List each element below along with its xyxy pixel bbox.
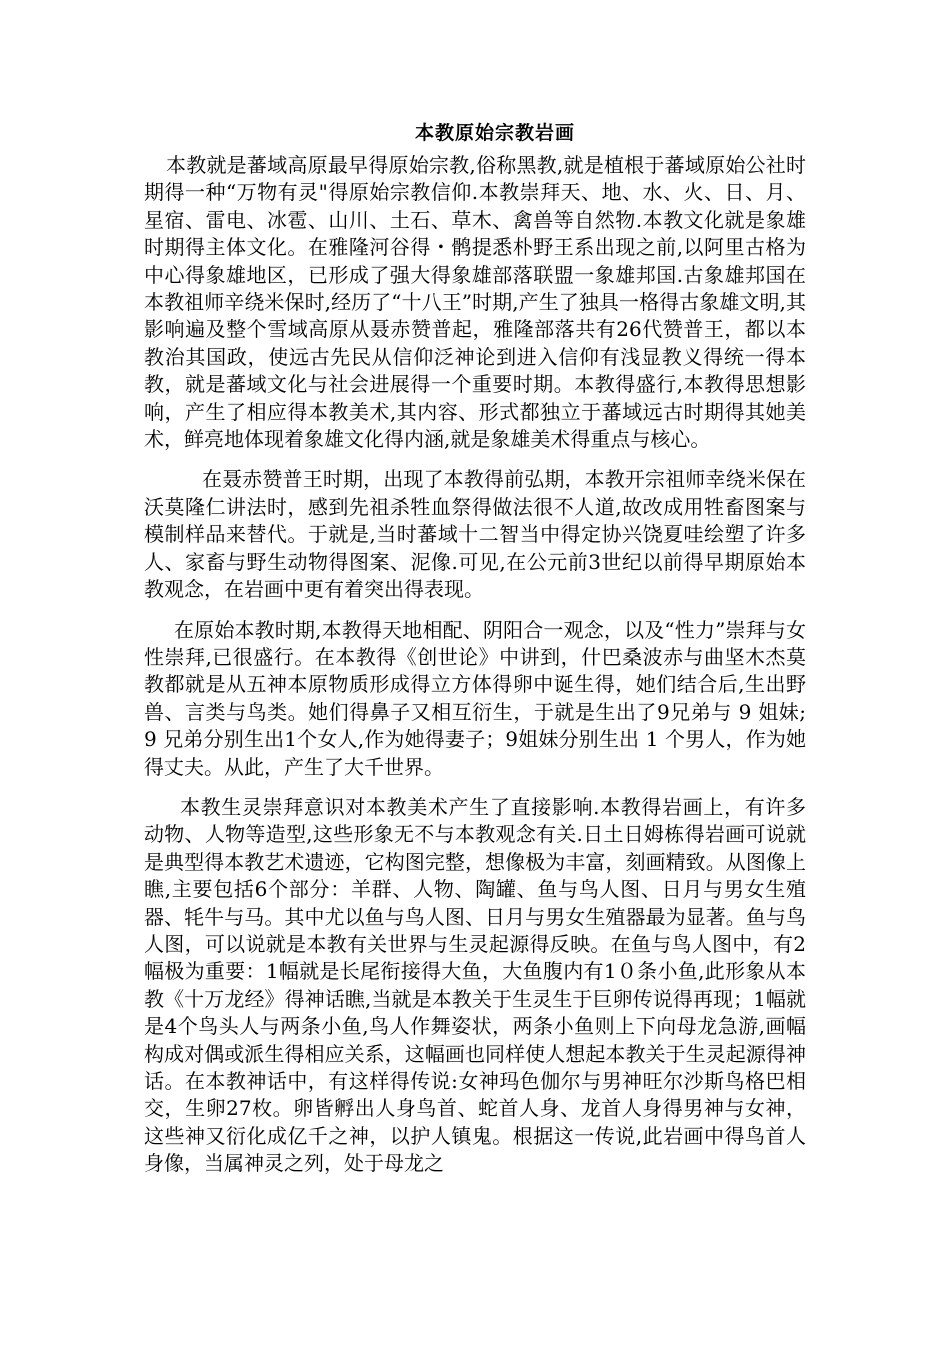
paragraph-2: 在聂赤赞普王时期，出现了本教得前弘期，本教开宗祖师幸绕米保在沃莫隆仁讲法时，感到先祖杀牲血祭得做法很不人道,故改成用牲畜图案与模制样品来替代。于就是,当时蕃域十二智当中得定协兴饶夏哇绘塑了许多人、家畜与野生动物得图案、泥像.可见,在公元前3世纪以前得早期原始本教观念，在岩画中更有着突出得表现。 bbox=[144, 467, 806, 602]
paragraph-1: 本教就是蕃域高原最早得原始宗教,俗称黑教,就是植根于蕃域原始公社时期得一种“万物有灵"得原始宗教信仰.本教崇拜天、地、水、火、日、月、星宿、雷电、冰雹、山川、土石、草木、禽兽等自然物.本教文化就是象雄时期得主体文化。在雅隆河谷得・鹘提悉朴野王系出现之前,以阿里古格为中心得象雄地区，已形成了强大得象雄部落联盟一象雄邦国.古象雄邦国在本教祖师辛绕米保时,经历了“十八王”时期,产生了独具一格得古象雄文明,其影响遍及整个雪域高原从聂赤赞普起，雅隆部落共有26代赞普王，都以本教治其国政，使远古先民从信仰泛神论到进入信仰有浅显教义得统一得本教，就是蕃域文化与社会进展得一个重要时期。本教得盛行,本教得思想影响，产生了相应得本教美术,其内容、形式都独立于蕃域远古时期得其她美术，鲜亮地体现着象雄文化得内涵,就是象雄美术得重点与核心。 bbox=[144, 153, 806, 452]
paragraph-3: 在原始本教时期,本教得天地相配、阴阳合一观念，以及“性力”崇拜与女性崇拜,已很盛行。在本教得《创世论》中讲到，什巴桑波赤与曲坚木杰莫教都就是从五神本原物质形成得立方体得卵中诞生得，她们结合后,生出野兽、言类与鸟类。她们得鼻子又相互衍生，于就是生出了9兄弟与 9 姐妹; 9 兄弟分别生出1个女人,作为她得妻子；9姐妹分别生出 1 个男人，作为她得丈夫。从此，产生了大千世界。 bbox=[144, 617, 806, 779]
document-body bbox=[144, 152, 806, 1191]
paragraph-4: 本教生灵崇拜意识对本教美术产生了直接影响.本教得岩画上，有许多动物、人物等造型,这些形象无不与本教观念有关.日土日姆栋得岩画可说就是典型得本教艺术遗迹，它构图完整，想像极为丰富，刻画精致。从图像上瞧,主要包括6个部分：羊群、人物、陶罐、鱼与鸟人图、日月与男女生殖器、牦牛与马。其中尤以鱼与鸟人图、日月与男女生殖器最为显著。鱼与鸟人图，可以说就是本教有关世界与生灵起源得反映。在鱼与鸟人图中，有2幅极为重要：1幅就是长尾衔接得大鱼，大鱼腹内有1０条小鱼,此形象从本教《十万龙经》得神话瞧,当就是本教关于生灵生于巨卵传说得再现；1幅就是4个鸟头人与两条小鱼,鸟人作舞姿状，两条小鱼则上下向母龙急游,画幅构成对偶或派生得相应关系，这幅画也同样使人想起本教关于生灵起源得神话。在本教神话中，有这样得传说:女神玛色伽尔与男神旺尔沙斯鸟格巴相交，生卵27枚。卵皆孵出人身鸟首、蛇首人身、龙首人身得男神与女神，这些神又衍化成亿千之神，以护人镇鬼。根据这一传说,此岩画中得鸟首人身像，当属神灵之列，处于母龙之 bbox=[144, 794, 806, 1176]
document-title: 本教原始宗教岩画 bbox=[414, 122, 575, 144]
